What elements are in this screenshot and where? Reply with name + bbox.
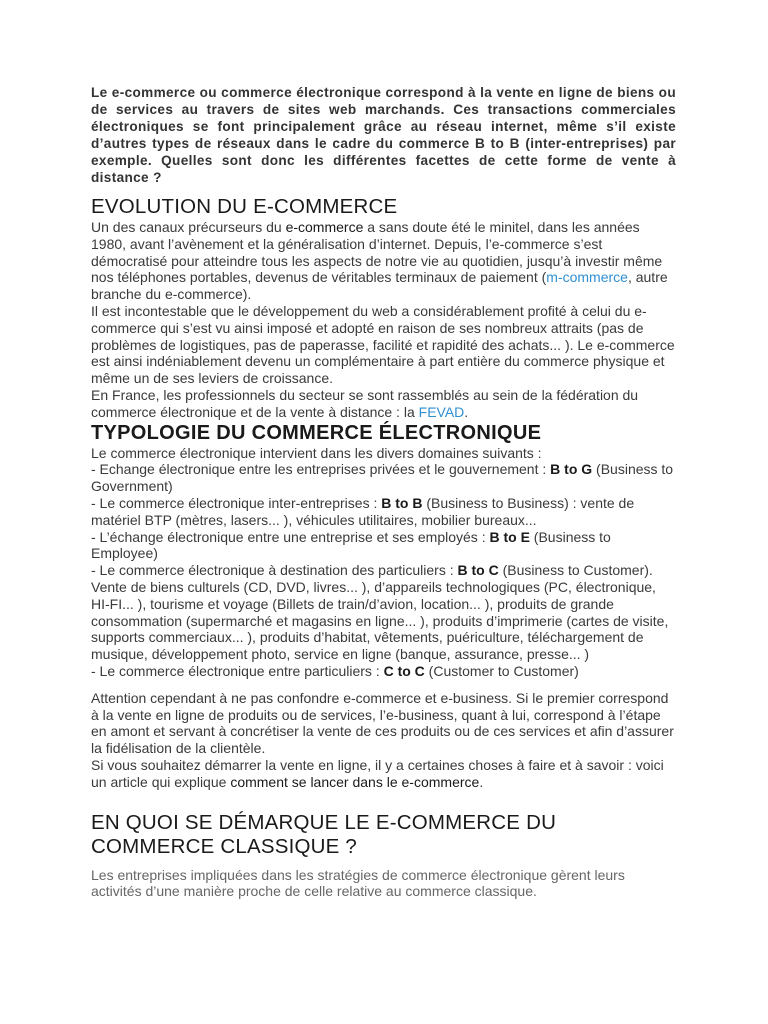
- text-span: - Le commerce électronique inter-entreprises :: [91, 494, 382, 511]
- text-span: Si vous souhaitez démarrer la vente en ligne, il y a certaines choses à faire et à savoir : voici un article qui explique: [91, 756, 664, 790]
- text-span: (Business to Employee): [91, 528, 611, 562]
- intro-paragraph: Le e-commerce ou commerce électronique correspond à la vente en ligne de biens ou de services au travers de sites web marchands. Ces transactions commerciales électroniques se font principalement grâce au réseau internet, même s’il existe d’autres types de réseaux dans le cadre du commerce B to B (inter-entreprises) par exemple. Quelles sont donc les différentes facettes de cette forme de vente à distance ?: [91, 85, 676, 185]
- list-item: [91, 663, 676, 680]
- category-code: B to B: [381, 494, 423, 511]
- spacer: [91, 680, 676, 690]
- section-heading-demarque: EN QUOI SE DÉMARQUE LE E-COMMERCE DU COMMERCE CLASSIQUE ?: [91, 810, 557, 858]
- document-page: [91, 84, 676, 900]
- article-link[interactable]: comment se lancer dans le e-commerce: [230, 773, 480, 790]
- text-span: - Le commerce électronique entre particuliers :: [91, 662, 384, 679]
- start-paragraph: [91, 757, 676, 791]
- text-span: En France, les professionnels du secteur se sont rassemblés au sein de la fédération du commerce électronique et de la vente à distance : la: [91, 386, 639, 420]
- fevad-link[interactable]: FEVAD: [418, 403, 465, 420]
- spacer: [91, 791, 676, 811]
- typologie-lead: Le commerce électronique intervient dans les divers domaines suivants :: [91, 444, 542, 461]
- m-commerce-link[interactable]: m-commerce: [546, 269, 628, 286]
- attention-paragraph: Attention cependant à ne pas confondre e-commerce et e-business. Si le premier correspond à la vente en ligne de produits ou de services, l’e-business, quant à lui, correspond à l’étape en amont et servant à concrétiser la vente de ces produits ou de ces services et afin d’assurer la fidélisation de la clientèle.: [91, 689, 674, 757]
- text-span: (Business to Government): [91, 461, 674, 495]
- text-span: a sans doute été le minitel, dans les années 1980, avant l’avènement et la généralisation d’internet. Depuis, l’e-commerce s’est démocratisé pour atteindre tous les aspects de notre vie au quotidien, jusqu’à investir même nos téléphones portables, devenus de véritables terminaux de paiement (: [91, 219, 663, 286]
- list-item: [91, 495, 676, 529]
- category-code: B to G: [550, 461, 593, 478]
- text-span: (Customer to Customer): [424, 662, 579, 679]
- text-span: (Business to Business) : vente de matériel BTP (mètres, lasers... ), véhicules utilitaires, mobilier bureaux...: [91, 494, 635, 528]
- category-code: B to C: [457, 562, 499, 579]
- evolution-paragraph-1: [91, 219, 676, 303]
- category-code: C to C: [383, 662, 425, 679]
- evolution-paragraph-2: Il est incontestable que le développement du web a considérablement profité à celui du e-commerce qui s’est vu ainsi imposé et adopté en raison de ses nombreux attraits (pas de problèmes de logistiques, pas de paperasse, facilité et rapidité des achats... ). Le e-commerce est ainsi indéniablement devenu un complémentaire à part entière du commerce physique et même un de ses leviers de croissance.: [91, 302, 675, 387]
- demarque-paragraph: Les entreprises impliquées dans les stratégies de commerce électronique gèrent leurs activités d’une manière proche de celle relative au commerce classique.: [91, 866, 625, 900]
- list-item: [91, 529, 676, 563]
- text-span: .: [464, 403, 469, 420]
- text-span: - Le commerce électronique à destination des particuliers :: [91, 562, 458, 579]
- text-span: , autre branche du e-commerce).: [91, 269, 668, 303]
- evolution-paragraph-3: [91, 387, 676, 421]
- list-item: [91, 461, 676, 495]
- text-span: - L’échange électronique entre une entreprise et ses employés :: [91, 528, 490, 545]
- typologie-list: [91, 461, 676, 679]
- text-span: (Business to Customer). Vente de biens culturels (CD, DVD, livres... ), d’appareils technologiques (PC, électronique, HI-FI... ), tourisme et voyage (Billets de train/d’avion, location... ), produits de grande consommation (supermarché et magasins en ligne... ), produits d’imprimerie (cartes de visite, supports commerciaux... ), produits d’habitat, vêtements, puériculture, téléchargement de musique, développement photo, service en ligne (banque, assurance, presse... ): [91, 562, 669, 663]
- category-code: B to E: [489, 528, 530, 545]
- list-item: [91, 562, 676, 663]
- section-heading-typologie: TYPOLOGIE DU COMMERCE ÉLECTRONIQUE: [91, 421, 542, 444]
- text-span: .: [479, 773, 484, 790]
- ecommerce-term: e-commerce: [285, 219, 364, 235]
- text-span: - Echange électronique entre les entreprises privées et le gouvernement :: [91, 461, 551, 478]
- section-heading-evolution: EVOLUTION DU E-COMMERCE: [91, 195, 398, 218]
- text-span: Un des canaux précurseurs du: [91, 219, 286, 235]
